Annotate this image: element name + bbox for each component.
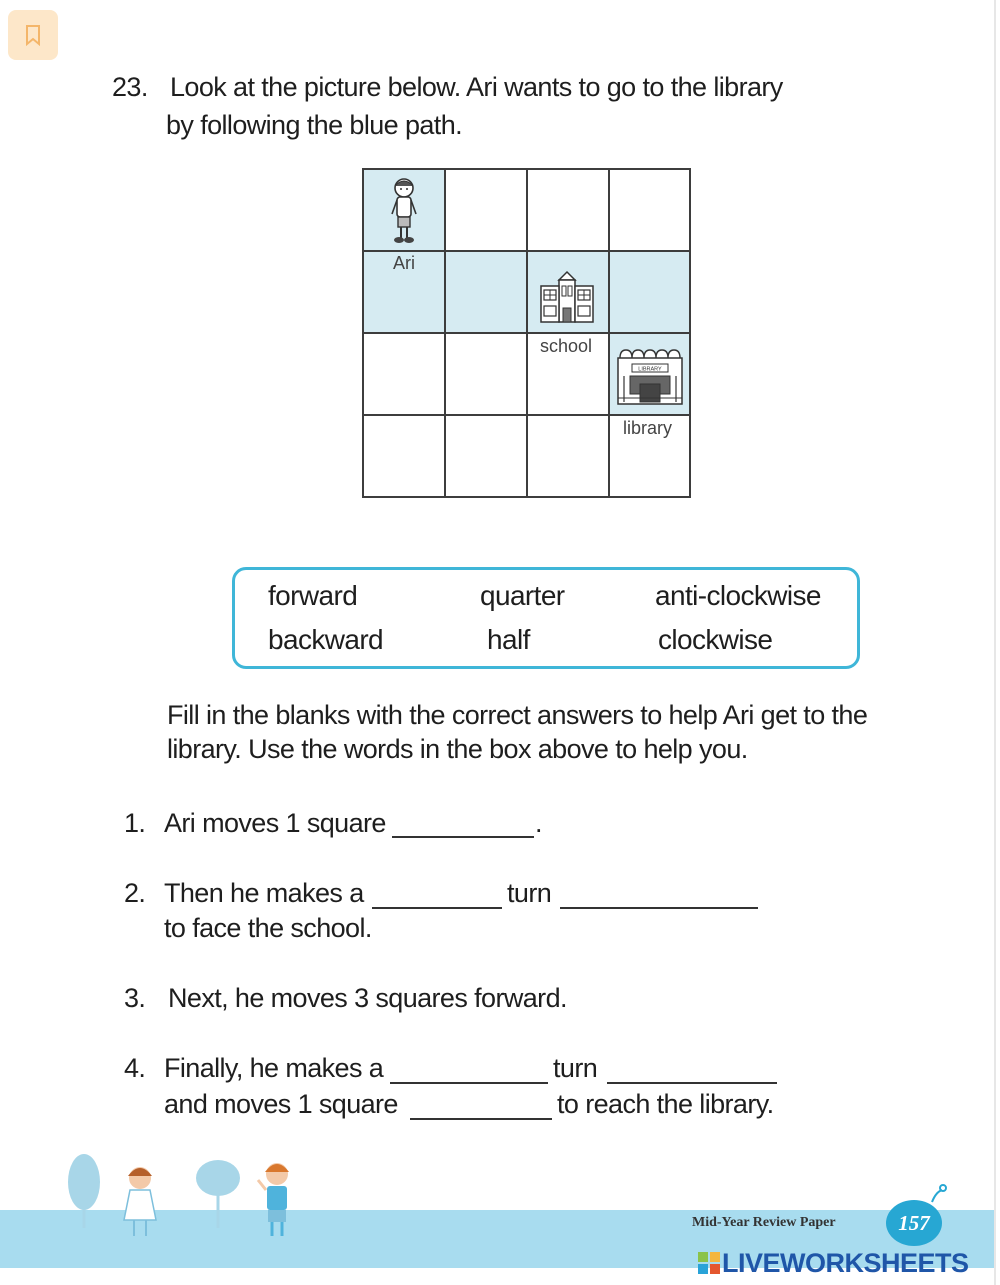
item-4-text-a: Finally, he makes a <box>164 1053 384 1083</box>
item-4-text-b: turn <box>553 1053 598 1083</box>
grid-cell-path <box>608 250 690 332</box>
item-3-text: Next, he moves 3 squares forward. <box>168 983 567 1013</box>
item-4-blank-turn-size[interactable] <box>390 1058 548 1084</box>
page-number-badge: 157 <box>886 1200 942 1246</box>
item-2-blank-direction[interactable] <box>560 883 758 909</box>
word-clockwise: clockwise <box>658 624 773 655</box>
school-label: school <box>540 336 593 356</box>
word-anti-clockwise: anti-clockwise <box>655 580 821 611</box>
liveworksheets-watermark <box>698 1248 969 1279</box>
item-2-text-b: turn <box>507 878 552 908</box>
question-number: 23. <box>112 72 148 102</box>
question-line-2: by following the blue path. <box>166 110 463 140</box>
item-2-line-2: to face the school. <box>164 913 372 943</box>
bookmark-button[interactable] <box>8 10 58 60</box>
item-2-number: 2. <box>124 878 146 908</box>
item-4-line-2-b: to reach the library. <box>557 1089 774 1119</box>
antenna-icon <box>928 1182 948 1204</box>
grid-cell-path <box>444 250 526 332</box>
library-building-icon <box>614 346 686 408</box>
word-quarter: quarter <box>480 580 565 611</box>
school-building-icon <box>538 268 596 324</box>
item-2-text-a: Then he makes a <box>164 878 364 908</box>
question-line-1: Look at the picture below. Ari wants to go to the library <box>170 72 783 102</box>
liveworksheets-logo-icon <box>698 1252 720 1274</box>
item-1-blank[interactable] <box>392 812 534 838</box>
bookmark-icon <box>24 24 42 46</box>
instructions-line-2: library. Use the words in the box above to help you. <box>167 734 748 764</box>
word-backward: backward <box>268 624 384 655</box>
item-4-line-2-a: and moves 1 square <box>164 1089 398 1119</box>
word-forward: forward <box>268 580 358 611</box>
item-3-number: 3. <box>124 983 146 1013</box>
item-2-blank-turn-size[interactable] <box>372 883 502 909</box>
item-1-number: 1. <box>124 808 146 838</box>
item-1-period: . <box>535 808 542 838</box>
item-1-text: Ari moves 1 square <box>164 808 386 838</box>
instructions-line-1: Fill in the blanks with the correct answers to help Ari get to the <box>167 700 868 730</box>
library-sign: LIBRARY <box>638 366 662 373</box>
liveworksheets-brand-text: LIVEWORKSHEETS <box>722 1248 969 1278</box>
path-grid <box>362 168 691 498</box>
item-4-blank-move[interactable] <box>410 1094 552 1120</box>
children-trees-illustration <box>60 1150 320 1245</box>
library-label: library <box>623 418 673 438</box>
word-half: half <box>487 624 530 655</box>
ari-boy-icon <box>388 176 420 246</box>
ari-label: Ari <box>393 253 415 273</box>
item-4-blank-direction[interactable] <box>607 1058 777 1084</box>
footer-paper-title: Mid-Year Review Paper <box>692 1215 836 1230</box>
item-4-number: 4. <box>124 1053 146 1083</box>
